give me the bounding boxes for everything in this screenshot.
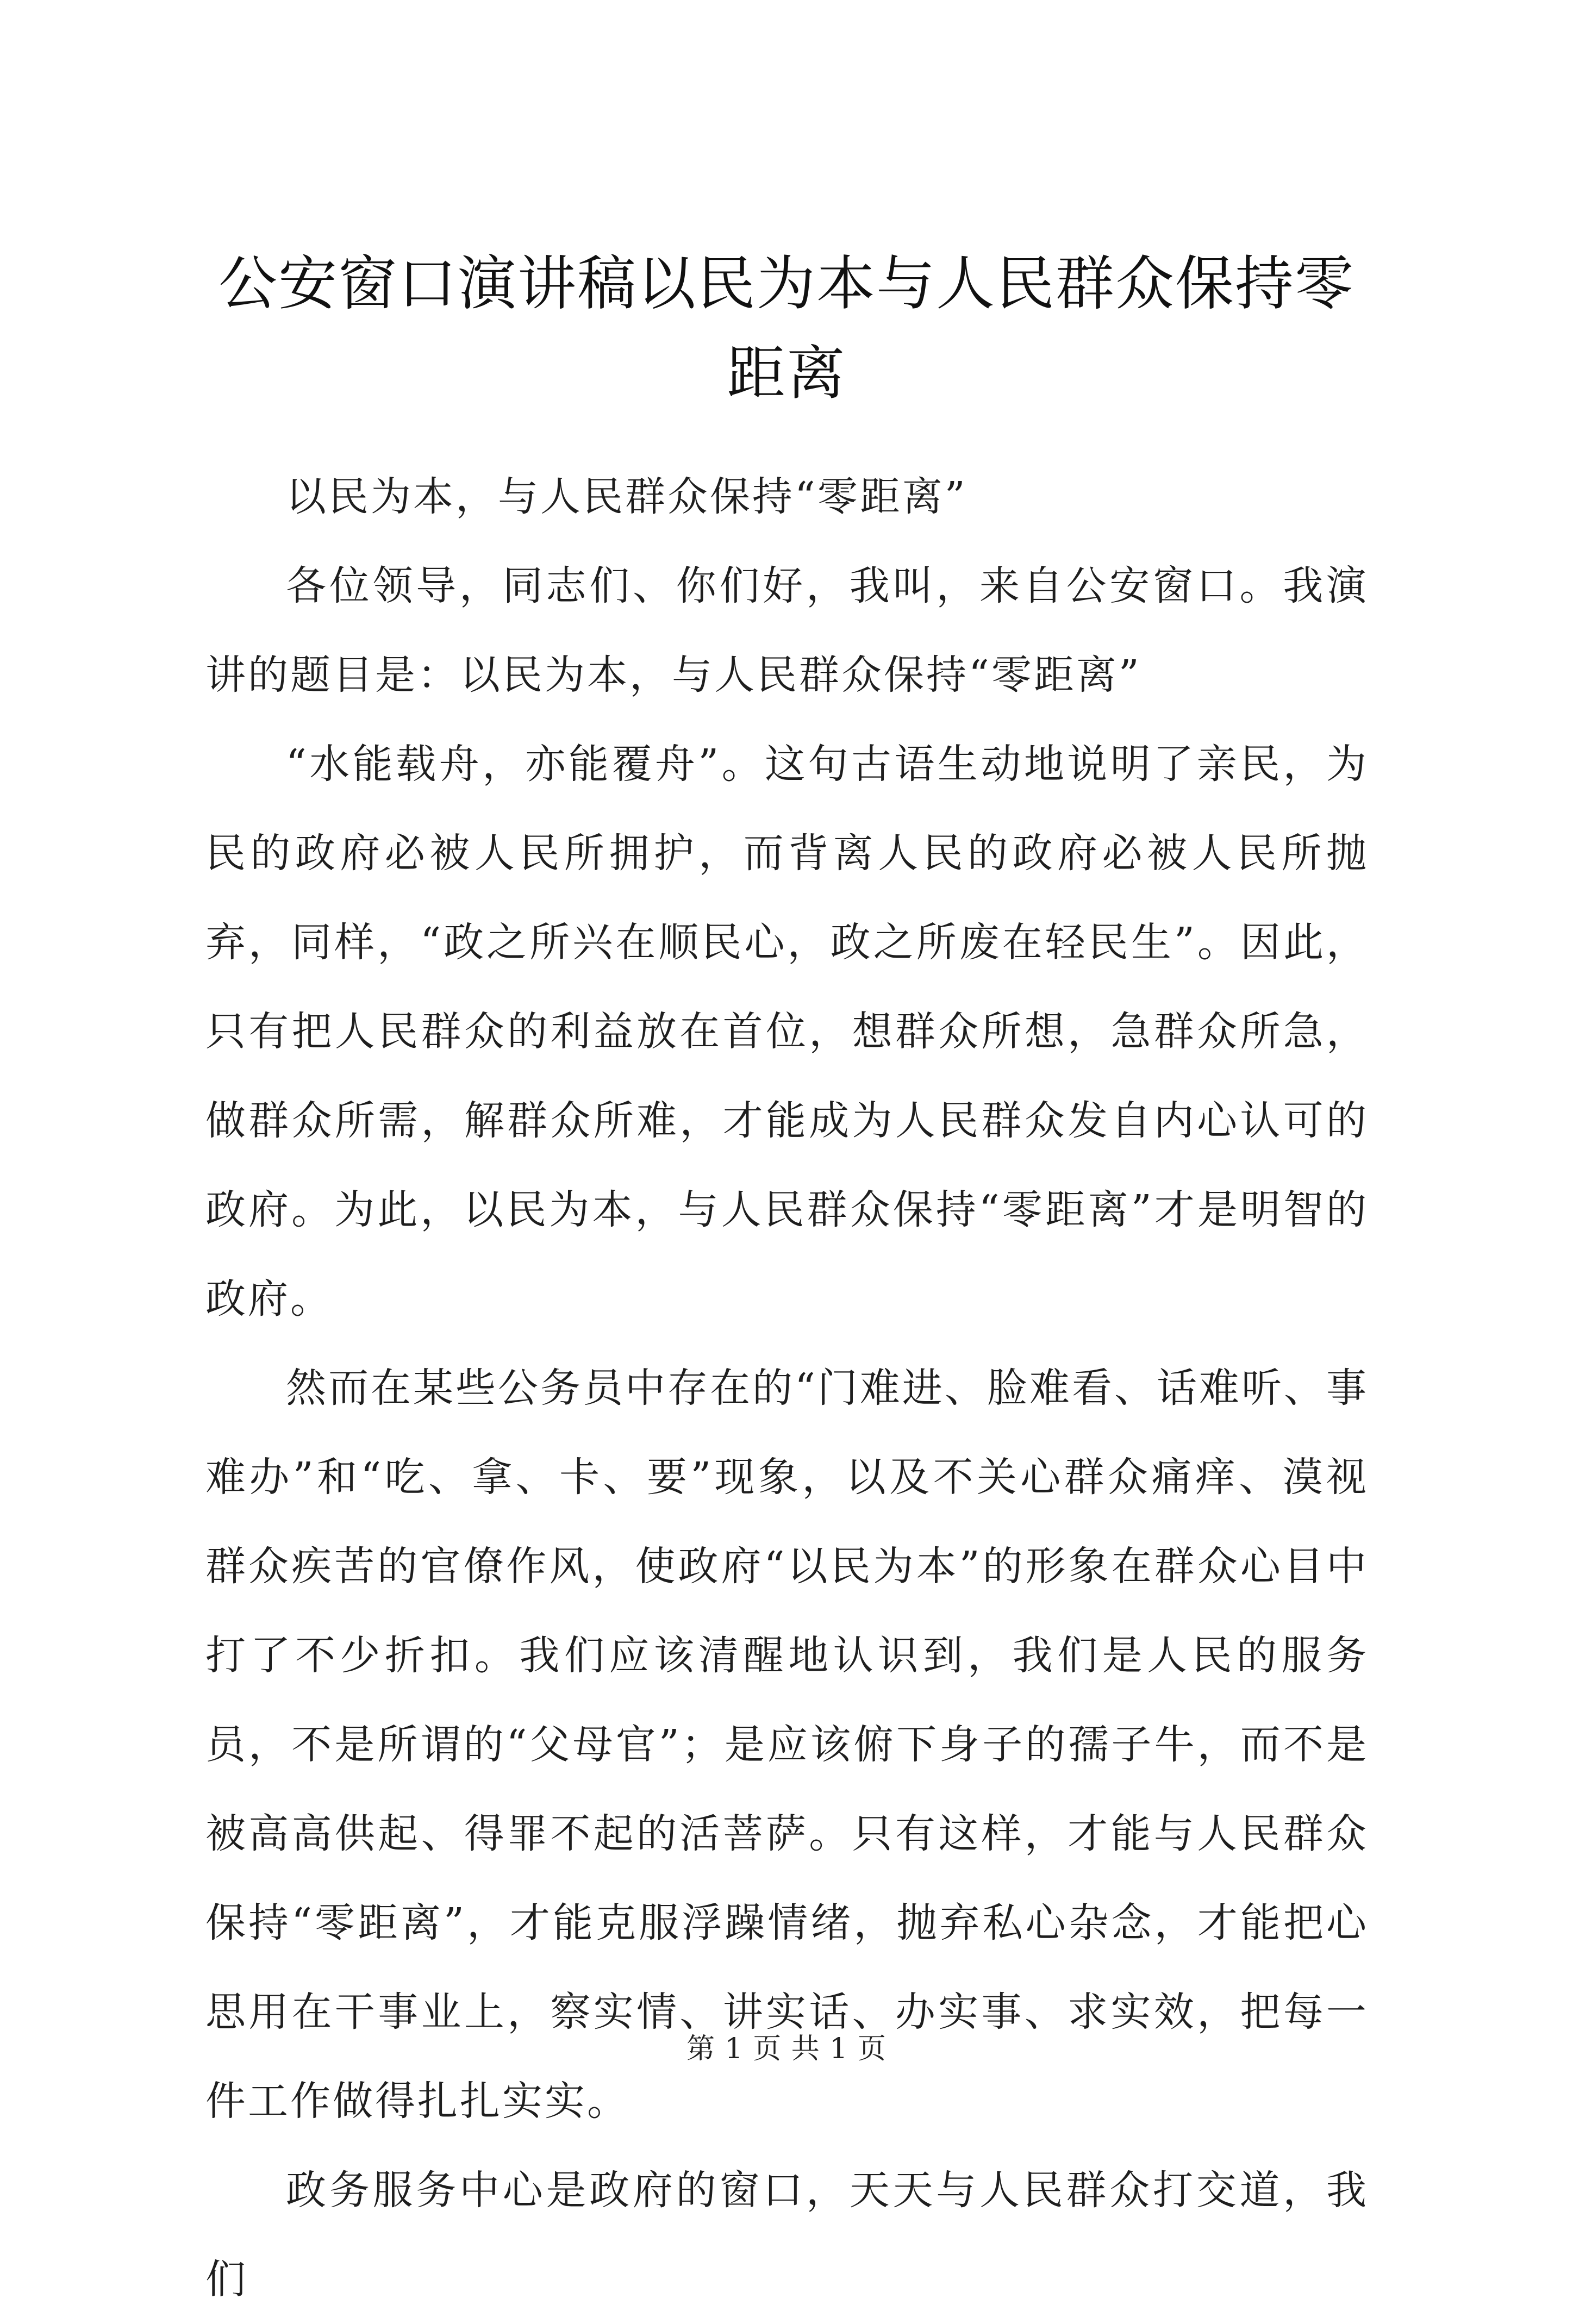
document-title: 公安窗口演讲稿以民为本与人民群众保持零距离	[218, 250, 1354, 408]
subtitle-paragraph: 以民为本，与人民群众保持“零距离”	[286, 473, 967, 520]
body-paragraph: 然而在某些公务员中存在的“门难进、脸难看、话难听、事难办”和“吃、拿、卡、要”现象，以及不关心群众痛痒、漠视群众疾苦的官僚作风，使政府“以民为本”的形象在群众心目中打了不少折扣。我们应该清醒地认识到，我们是人民的服务员，不是所谓的“父母官”；是应该俯下身子的孺子牛，而不是被高高供起、得罪不起的活菩萨。只有这样，才能与人民群众保持“零距离”，才能克服浮躁情绪，抛弃私心杂念，才能把心思用在干事业上，察实情、讲实话、办实事、求实效，把每一件工作做得扎扎实实。	[205, 1365, 1369, 2125]
body-paragraph: “水能载舟，亦能覆舟”。这句古语生动地说明了亲民，为民的政府必被人民所拥护，而背离人民的政府必被人民所抛弃，同样，“政之所兴在顺民心，政之所废在轻民生”。因此，只有把人民群众的利益放在首位，想群众所想，急群众所急，做群众所需，解群众所难，才能成为人民群众发自内心认可的政府。为此，以民为本，与人民群众保持“零距离”才是明智的政府。	[205, 741, 1369, 1322]
page-number-footer: 第 1 页 共 1 页	[686, 2033, 887, 2065]
body-paragraph: 政务服务中心是政府的窗口，天天与人民群众打交道，我们	[205, 2167, 1369, 2303]
greeting-paragraph: 各位领导，同志们、你们好，我叫，来自公安窗口。我演讲的题目是：以民为本，与人民群众保持“零距离”	[205, 563, 1369, 698]
